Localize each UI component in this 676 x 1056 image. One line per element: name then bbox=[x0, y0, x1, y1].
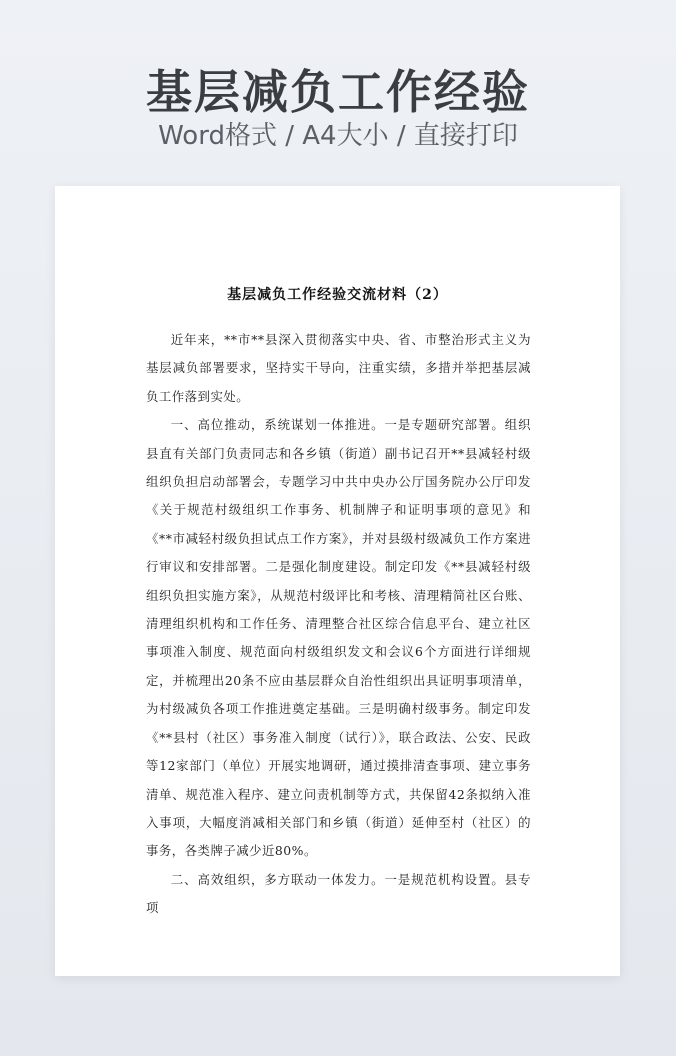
banner-subtitle: Word格式 / A4大小 / 直接打印 bbox=[158, 121, 518, 151]
document-paragraph: 二、高效组织，多方联动一体发力。一是规范机构设置。县专项 bbox=[146, 871, 531, 916]
banner-title: 基层减负工作经验 bbox=[146, 65, 530, 119]
document-body bbox=[146, 326, 531, 923]
document-title: 基层减负工作经验交流材料（2） bbox=[227, 287, 448, 303]
document-paragraph: 近年来，**市**县深入贯彻落实中央、省、市整治形式主义为基层减负部署要求，坚持实干导向，注重实绩，多措并举把基层减负工作落到实处。 bbox=[146, 332, 531, 404]
document-paragraph: 一、高位推动，系统谋划一体推进。一是专题研究部署。组织县直有关部门负责同志和各乡镇（街道）副书记召开**县减轻村级组织负担启动部署会，专题学习中共中央办公厅国务院办公厅印发《关于规范村级组织工作事务、机制牌子和证明事项的意见》和《**市减轻村级负担试点工作方案》，并对县级村级减负工作方案进行审议和安排部署。二是强化制度建设。制定印发《**县减轻村级组织负担实施方案》，从规范村级评比和考核、清理精简社区台账、清理组织机构和工作任务、清理整合社区综合信息平台、建立社区事项准入制度、规范面向村级组织发文和会议6个方面进行详细规定，并梳理出20条不应由基层群众自治性组织出具证明事项清单，为村级减负各项工作推进奠定基础。三是明确村级事务。制定印发《**县村（社区）事务准入制度（试行）》，联合政法、公安、民政等12家部门（单位）开展实地调研，通过摸排清查事项、建立事务清单、规范准入程序、建立问责机制等方式，共保留42条拟纳入准入事项，大幅度消减相关部门和乡镇（街道）延伸至村（社区）的事务，各类牌子减少近80%。 bbox=[146, 417, 531, 859]
document-page bbox=[55, 186, 620, 976]
